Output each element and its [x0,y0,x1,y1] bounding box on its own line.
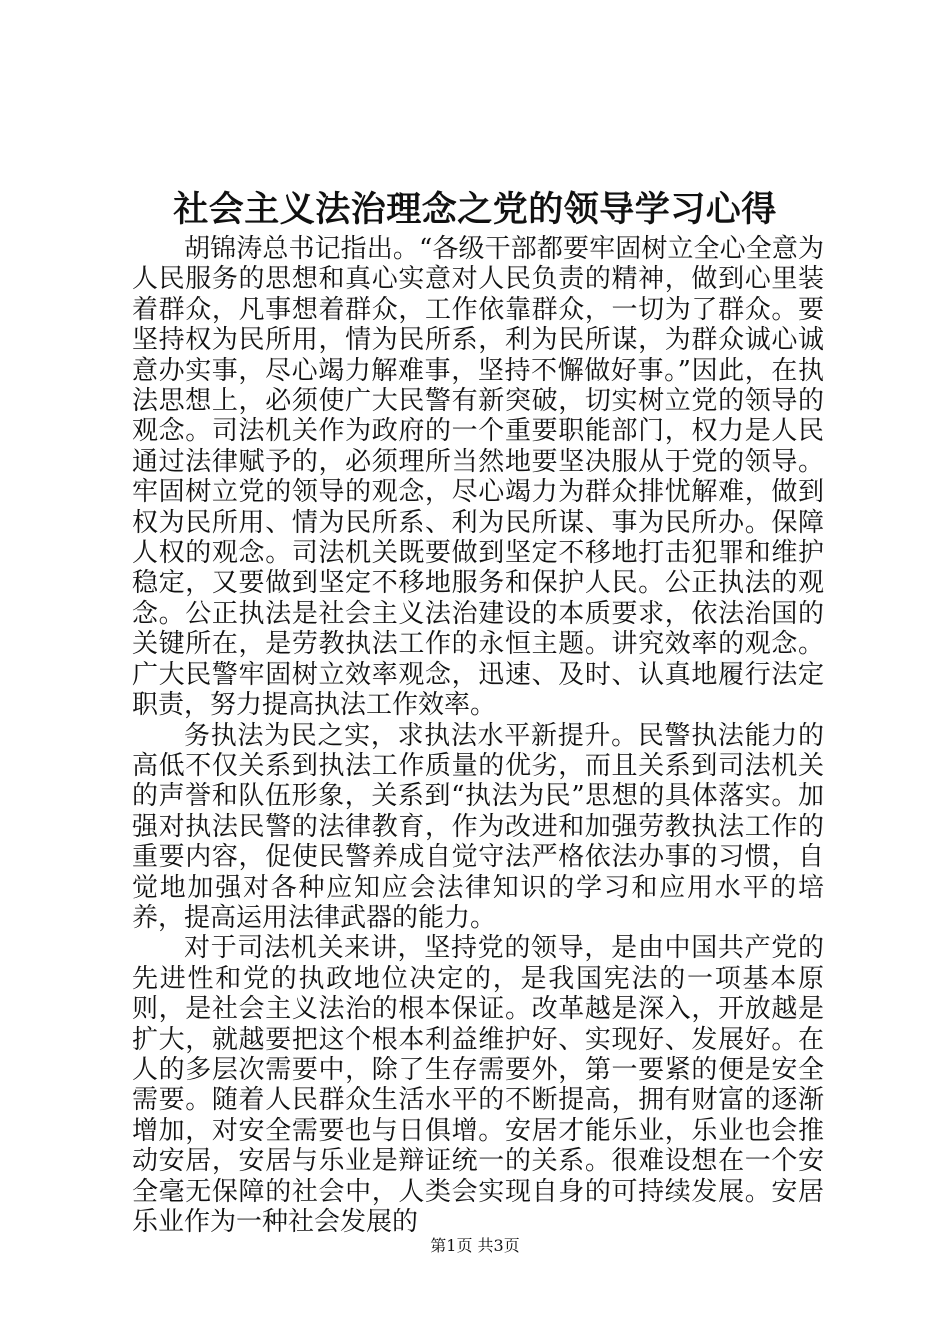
page-total: 共3页 [477,1236,520,1255]
page-number: 第1页 [430,1236,473,1255]
document-title: 社会主义法治理念之党的领导学习心得 [173,190,777,230]
paragraph-1: 胡锦涛总书记指出。“各级干部都要牢固树立全心全意为人民服务的思想和真心实意对人民负责的精神，做到心里装着群众，凡事想着群众，工作依靠群众，一切为了群众。要坚持权为民所用，情为民所系，利为民所谋，为群众诚心诚意办实事，尽心竭力解难事，坚持不懈做好事。”因此，在执法思想上，必须使广大民警有新突破，切实树立党的领导的观念。司法机关作为政府的一个重要职能部门，权力是人民通过法律赋予的，必须理所当然地要坚决服从于党的领导。牢固树立党的领导的观念，尽心竭力为群众排忧解难，做到权为民所用、情为民所系、利为民所谋、事为民所办。保障人权的观念。司法机关既要做到坚定不移地打击犯罪和维护稳定，又要做到坚定不移地服务和保护人民。公正执法的观念。公正执法是社会主义法治建设的本质要求，依法治国的关键所在，是劳教执法工作的永恒主题。讲究效率的观念。广大民警牢固树立效率观念，迅速、及时、认真地履行法定职责，努力提高执法工作效率。 [132,234,824,721]
paragraph-3: 对于司法机关来讲，坚持党的领导，是由中国共产党的先进性和党的执政地位决定的，是我国宪法的一项基本原则，是社会主义法治的根本保证。改革越是深入，开放越是扩大，就越要把这个根本利益维护好、实现好、发展好。在人的多层次需要中，除了生存需要外，第一要紧的便是安全需要。随着人民群众生活水平的不断提高，拥有财富的逐渐增加，对安全需要也与日俱增。安居才能乐业，乐业也会推动安居，安居与乐业是辩证统一的关系。很难设想在一个安全毫无保障的社会中，人类会实现自身的可持续发展。安居乐业作为一种社会发展的 [132,933,824,1237]
page-footer [0,1236,950,1256]
document-body [132,234,824,1237]
paragraph-2: 务执法为民之实，求执法水平新提升。民警执法能力的高低不仅关系到执法工作质量的优劣，而且关系到司法机关的声誉和队伍形象，关系到“执法为民”思想的具体落实。加强对执法民警的法律教育，作为改进和加强劳教执法工作的重要内容，促使民警养成自觉守法严格依法办事的习惯，自觉地加强对各种应知应会法律知识的学习和应用水平的培养，提高运用法律武器的能力。 [132,720,824,933]
